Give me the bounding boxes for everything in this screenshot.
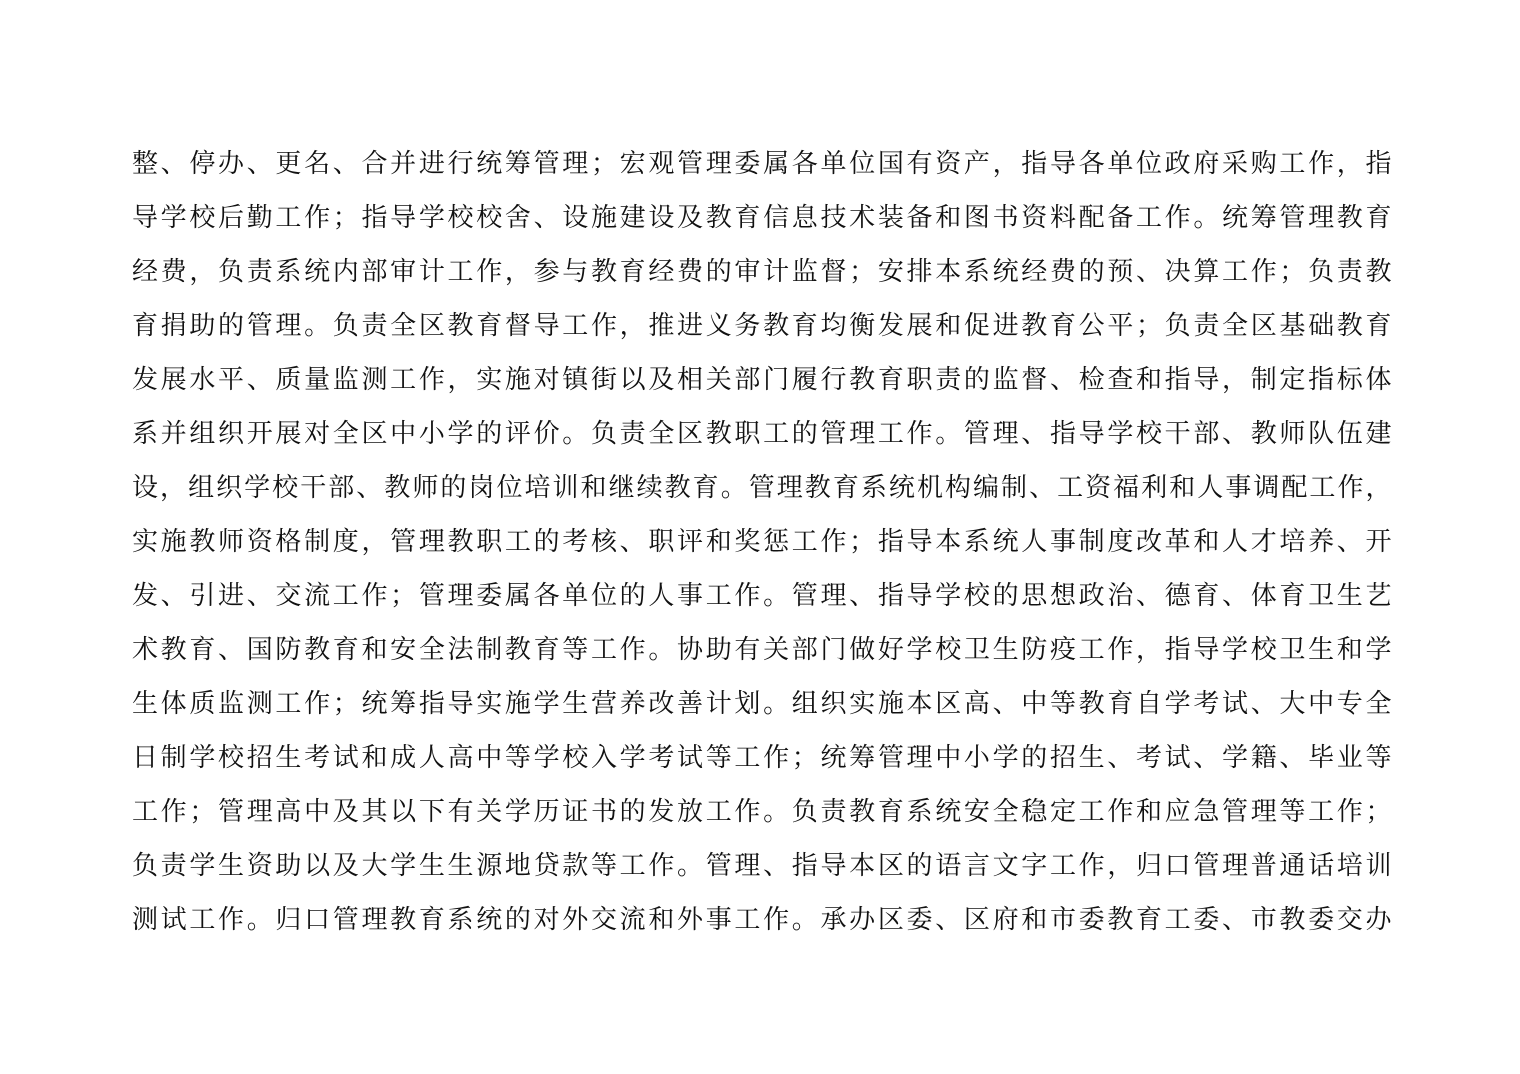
text-line: 测试工作。归口管理教育系统的对外交流和外事工作。承办区委、区府和市委教育工委、市教委交办 (132, 905, 1392, 935)
text-line: 发展水平、质量监测工作，实施对镇街以及相关部门履行教育职责的监督、检查和指导，制定指标体 (132, 365, 1392, 395)
text-line: 生体质监测工作；统筹指导实施学生营养改善计划。组织实施本区高、中等教育自学考试、大中专全 (132, 689, 1392, 719)
text-line: 经费，负责系统内部审计工作，参与教育经费的审计监督；安排本系统经费的预、决算工作；负责教 (132, 257, 1392, 287)
text-line: 整、停办、更名、合并进行统筹管理；宏观管理委属各单位国有资产，指导各单位政府采购工作，指 (132, 149, 1392, 179)
text-line: 导学校后勤工作；指导学校校舍、设施建设及教育信息技术装备和图书资料配备工作。统筹管理教育 (132, 203, 1392, 233)
text-line: 系并组织开展对全区中小学的评价。负责全区教职工的管理工作。管理、指导学校干部、教师队伍建 (132, 419, 1392, 449)
body-text (132, 137, 1392, 947)
text-line: 育捐助的管理。负责全区教育督导工作，推进义务教育均衡发展和促进教育公平；负责全区基础教育 (132, 311, 1392, 341)
text-line: 负责学生资助以及大学生生源地贷款等工作。管理、指导本区的语言文字工作，归口管理普通话培训 (132, 851, 1392, 881)
text-line: 设，组织学校干部、教师的岗位培训和继续教育。管理教育系统机构编制、工资福利和人事调配工作， (132, 473, 1392, 503)
text-line: 术教育、国防教育和安全法制教育等工作。协助有关部门做好学校卫生防疫工作，指导学校卫生和学 (132, 635, 1392, 665)
text-line: 工作；管理高中及其以下有关学历证书的发放工作。负责教育系统安全稳定工作和应急管理等工作； (132, 797, 1392, 827)
text-line: 发、引进、交流工作；管理委属各单位的人事工作。管理、指导学校的思想政治、德育、体育卫生艺 (132, 581, 1392, 611)
text-line: 实施教师资格制度，管理教职工的考核、职评和奖惩工作；指导本系统人事制度改革和人才培养、开 (132, 527, 1392, 557)
text-line: 日制学校招生考试和成人高中等学校入学考试等工作；统筹管理中小学的招生、考试、学籍、毕业等 (132, 743, 1392, 773)
